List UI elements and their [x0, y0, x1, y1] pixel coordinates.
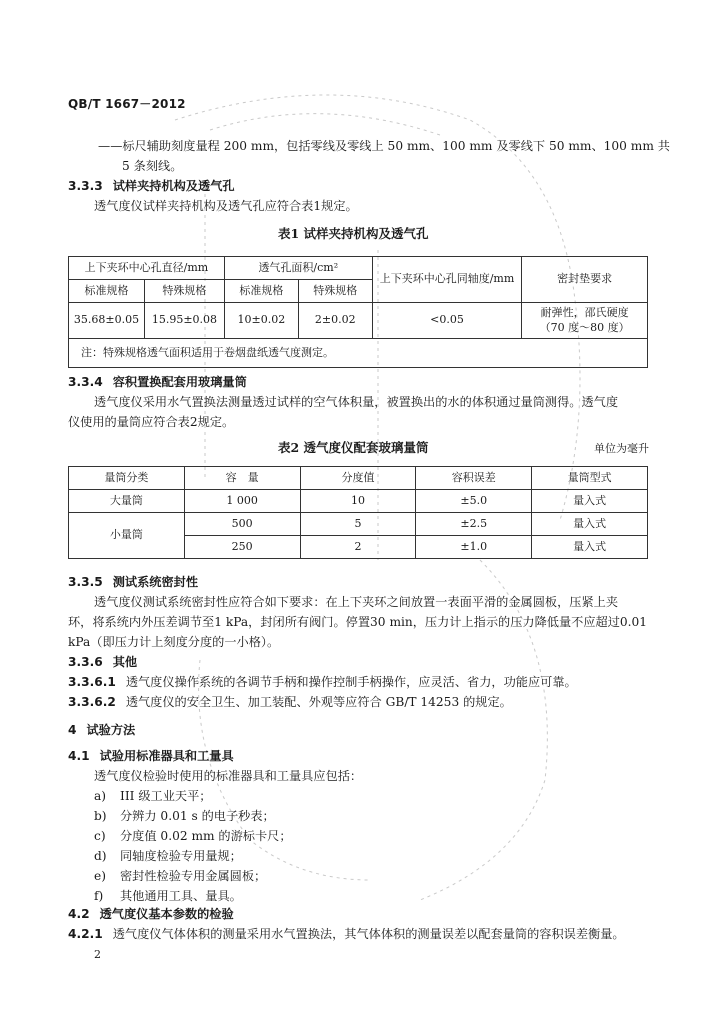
table-cell: 量入式 [532, 513, 648, 536]
table-2-caption: 表2 透气度仪配套玻璃量筒 [278, 440, 429, 455]
list-item [94, 808, 275, 824]
section-4-1-body: 透气度仪检验时使用的标准器具和工量具应包括： [94, 769, 363, 783]
header-seal: 密封垫要求 [522, 257, 648, 303]
column-header: 容积误差 [416, 467, 532, 490]
table-cell: 15.95±0.08 [144, 303, 224, 339]
section-number: 3.3.5 [68, 575, 103, 589]
list-text: 同轴度检验专用量规； [120, 849, 242, 863]
table-cell: 500 [184, 513, 300, 536]
list-label: a) [94, 789, 107, 803]
table-cell: ±5.0 [416, 490, 532, 513]
list-item [94, 788, 211, 804]
column-header: 分度值 [300, 467, 416, 490]
table-cell: <0.05 [372, 303, 522, 339]
table-cell: 10 [300, 490, 416, 513]
list-label: e) [94, 869, 106, 883]
table-2-unit: 单位为毫升 [594, 442, 649, 455]
clause-4-2-1 [68, 926, 625, 942]
list-label: d) [94, 849, 107, 863]
section-number: 3.3.6 [68, 655, 103, 669]
subheader: 标准规格 [224, 280, 298, 303]
table-1-caption: 表1 试样夹持机构及透气孔 [278, 226, 429, 241]
section-3-3-6-heading [68, 654, 137, 670]
section-title: 其他 [112, 655, 138, 669]
table-cell: ±1.0 [416, 536, 532, 559]
section-title: 容积置换配套用玻璃量筒 [112, 375, 247, 389]
clause-3-3-6-1 [68, 674, 577, 690]
intro-line-2: 5 条刻线。 [122, 159, 183, 173]
list-label: c) [94, 829, 106, 843]
table-cell: 量入式 [532, 536, 648, 559]
list-item [94, 888, 242, 904]
table-row [69, 490, 648, 513]
section-3-3-4-line-2: 仪使用的量筒应符合表2规定。 [68, 415, 235, 429]
clause-number: 3.3.6.2 [68, 695, 116, 709]
subheader: 特殊规格 [144, 280, 224, 303]
standard-code-header: QB/T 1667－2012 [68, 97, 186, 111]
table-1 [68, 256, 648, 368]
header-vent-area: 透气孔面积/cm² [224, 257, 372, 280]
table-cell: 小量筒 [69, 513, 185, 559]
clause-3-3-6-2 [68, 694, 512, 710]
section-title: 透气度仪基本参数的检验 [99, 907, 234, 921]
table-cell: 250 [184, 536, 300, 559]
list-text: 其他通用工具、量具。 [120, 889, 242, 903]
header-coaxiality: 上下夹环中心孔同轴度/mm [372, 257, 522, 303]
section-4-heading [68, 722, 135, 738]
list-item [94, 868, 266, 884]
list-label: b) [94, 809, 107, 823]
clause-text: 透气度仪气体体积的测量采用水气置换法，其气体体积的测量误差以配套量筒的容积误差衡量。 [112, 927, 625, 941]
list-label: f) [94, 889, 104, 903]
section-3-3-3-body: 透气度仪试样夹持机构及透气孔应符合表1规定。 [94, 199, 358, 213]
section-title: 试样夹持机构及透气孔 [112, 179, 235, 193]
list-item [94, 848, 242, 864]
list-text: 分度值 0.02 mm 的游标卡尺； [120, 829, 292, 843]
section-number: 3.3.3 [68, 179, 103, 193]
section-number: 4 [68, 723, 77, 737]
section-number: 3.3.4 [68, 375, 103, 389]
table-cell: 大量筒 [69, 490, 185, 513]
table-cell: ±2.5 [416, 513, 532, 536]
page-number: 2 [94, 948, 101, 961]
section-title: 测试系统密封性 [112, 575, 199, 589]
table-cell: 35.68±0.05 [69, 303, 145, 339]
section-number: 4.2 [68, 907, 90, 921]
seal-line-1: 耐弹性，邵氏硬度 [540, 305, 629, 319]
table-2 [68, 466, 648, 559]
clause-text: 透气度仪的安全卫生、加工装配、外观等应符合 GB/T 14253 的规定。 [125, 695, 512, 709]
table-cell: 1 000 [184, 490, 300, 513]
table-cell: 5 [300, 513, 416, 536]
table-row [69, 513, 648, 536]
subheader: 标准规格 [69, 280, 145, 303]
clause-number: 4.2.1 [68, 927, 103, 941]
list-item [94, 828, 292, 844]
section-3-3-5-line-3: kPa（即压力计上刻度分度的一小格）。 [68, 635, 280, 649]
section-3-3-5-heading [68, 574, 198, 590]
clause-text: 透气度仪操作系统的各调节手柄和操作控制手柄操作，应灵活、省力，功能应可靠。 [125, 675, 577, 689]
table-cell: 2 [300, 536, 416, 559]
seal-line-2: （70 度～80 度） [539, 320, 630, 334]
section-3-3-4-line-1: 透气度仪采用水气置换法测量透过试样的空气体积量，被置换出的水的体积通过量筒测得。透气度 [94, 395, 619, 409]
table-cell: 10±0.02 [224, 303, 298, 339]
section-3-3-5-line-2: 环，将系统内外压差调节至1 kPa，封闭所有阀门。停置30 min，压力计上指示的压力降低量不应超过0.01 [68, 615, 648, 629]
section-3-3-4-heading [68, 374, 247, 390]
section-3-3-3-heading [68, 178, 235, 194]
subheader: 特殊规格 [298, 280, 372, 303]
clause-number: 3.3.6.1 [68, 675, 116, 689]
section-4-1-heading [68, 748, 234, 764]
section-3-3-5-line-1: 透气度仪测试系统密封性应符合如下要求：在上下夹环之间放置一表面平滑的金属圆板，压紧上夹 [94, 595, 619, 609]
column-header: 量筒分类 [69, 467, 185, 490]
seal-requirement-cell [522, 303, 648, 339]
section-4-2-heading [68, 906, 234, 922]
list-text: 分辨力 0.01 s 的电子秒表； [120, 809, 275, 823]
header-center-hole: 上下夹环中心孔直径/mm [69, 257, 225, 280]
section-number: 4.1 [68, 749, 90, 763]
list-text: III 级工业天平； [120, 789, 212, 803]
table-cell: 量入式 [532, 490, 648, 513]
column-header: 容 量 [184, 467, 300, 490]
list-text: 密封性检验专用金属圆板； [120, 869, 267, 883]
section-title: 试验用标准器具和工量具 [99, 749, 234, 763]
table-1-note: 注：特殊规格透气面积适用于卷烟盘纸透气度测定。 [69, 339, 648, 368]
intro-line-1: ——标尺辅助刻度量程 200 mm，包括零线及零线上 50 mm、100 mm 及零线下 50 mm、100 mm 共 [98, 139, 670, 153]
section-title: 试验方法 [86, 723, 136, 737]
column-header: 量筒型式 [532, 467, 648, 490]
table-cell: 2±0.02 [298, 303, 372, 339]
